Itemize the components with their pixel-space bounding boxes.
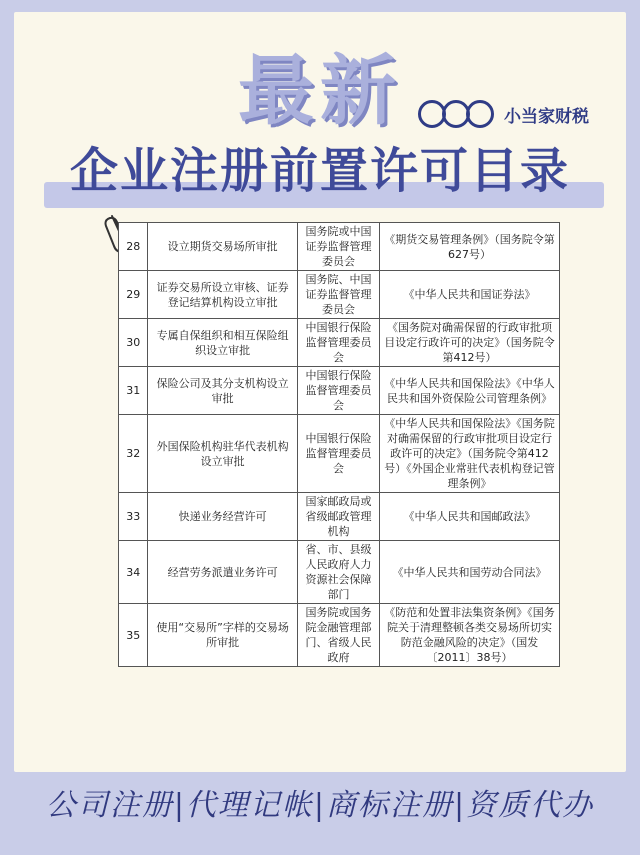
row-number: 34 bbox=[119, 541, 148, 604]
permit-name: 快递业务经营许可 bbox=[148, 493, 297, 541]
row-number: 30 bbox=[119, 319, 148, 367]
row-number: 28 bbox=[119, 223, 148, 271]
approval-authority: 省、市、县级人民政府人力资源社会保障部门 bbox=[297, 541, 379, 604]
legal-basis: 《中华人民共和国保险法》《国务院对确需保留的行政审批项目设定行政许可的决定》（国务院令第412号）《外国企业常驻代表机构登记管理条例》 bbox=[380, 415, 560, 493]
approval-authority: 国务院、中国证券监督管理委员会 bbox=[297, 271, 379, 319]
legal-basis: 《中华人民共和国邮政法》 bbox=[380, 493, 560, 541]
rings-icon bbox=[418, 100, 490, 128]
permit-name: 经营劳务派遣业务许可 bbox=[148, 541, 297, 604]
table-row bbox=[119, 223, 560, 271]
legal-basis: 《中华人民共和国劳动合同法》 bbox=[380, 541, 560, 604]
permit-name: 使用“交易所”字样的交易场所审批 bbox=[148, 604, 297, 667]
permit-name: 设立期货交易场所审批 bbox=[148, 223, 297, 271]
page-title: 最新 bbox=[238, 46, 402, 135]
permit-name: 保险公司及其分支机构设立审批 bbox=[148, 367, 297, 415]
approval-authority: 中国银行保险监督管理委员会 bbox=[297, 367, 379, 415]
approval-authority: 国家邮政局或省级邮政管理机构 bbox=[297, 493, 379, 541]
legal-basis: 《期货交易管理条例》（国务院令第627号） bbox=[380, 223, 560, 271]
table-row bbox=[119, 367, 560, 415]
approval-authority: 国务院或国务院金融管理部门、省级人民政府 bbox=[297, 604, 379, 667]
table-row bbox=[119, 541, 560, 604]
permit-name: 专属自保组织和相互保险组织设立审批 bbox=[148, 319, 297, 367]
permit-name: 外国保险机构驻华代表机构设立审批 bbox=[148, 415, 297, 493]
brand-logo bbox=[418, 100, 589, 128]
page-subtitle: 企业注册前置许可目录 bbox=[69, 143, 570, 199]
services-footer: 公司注册|代理记帐|商标注册|资质代办 bbox=[45, 788, 595, 823]
legal-basis: 《中华人民共和国保险法》《中华人民共和国外资保险公司管理条例》 bbox=[380, 367, 560, 415]
permit-name: 证券交易所设立审核、证券登记结算机构设立审批 bbox=[148, 271, 297, 319]
table-row bbox=[119, 604, 560, 667]
table-row bbox=[119, 319, 560, 367]
permit-table bbox=[118, 222, 560, 667]
legal-basis: 《国务院对确需保留的行政审批项目设定行政许可的决定》（国务院令第412号） bbox=[380, 319, 560, 367]
row-number: 33 bbox=[119, 493, 148, 541]
legal-basis: 《中华人民共和国证券法》 bbox=[380, 271, 560, 319]
brand-name: 小当家财税 bbox=[504, 106, 589, 127]
legal-basis: 《防范和处置非法集资条例》《国务院关于清理整顿各类交易场所切实防范金融风险的决定》（国发〔2011〕38号） bbox=[380, 604, 560, 667]
row-number: 29 bbox=[119, 271, 148, 319]
table-row bbox=[119, 493, 560, 541]
row-number: 31 bbox=[119, 367, 148, 415]
approval-authority: 国务院或中国证券监督管理委员会 bbox=[297, 223, 379, 271]
row-number: 32 bbox=[119, 415, 148, 493]
table-row bbox=[119, 415, 560, 493]
table-row bbox=[119, 271, 560, 319]
row-number: 35 bbox=[119, 604, 148, 667]
approval-authority: 中国银行保险监督管理委员会 bbox=[297, 319, 379, 367]
approval-authority: 中国银行保险监督管理委员会 bbox=[297, 415, 379, 493]
